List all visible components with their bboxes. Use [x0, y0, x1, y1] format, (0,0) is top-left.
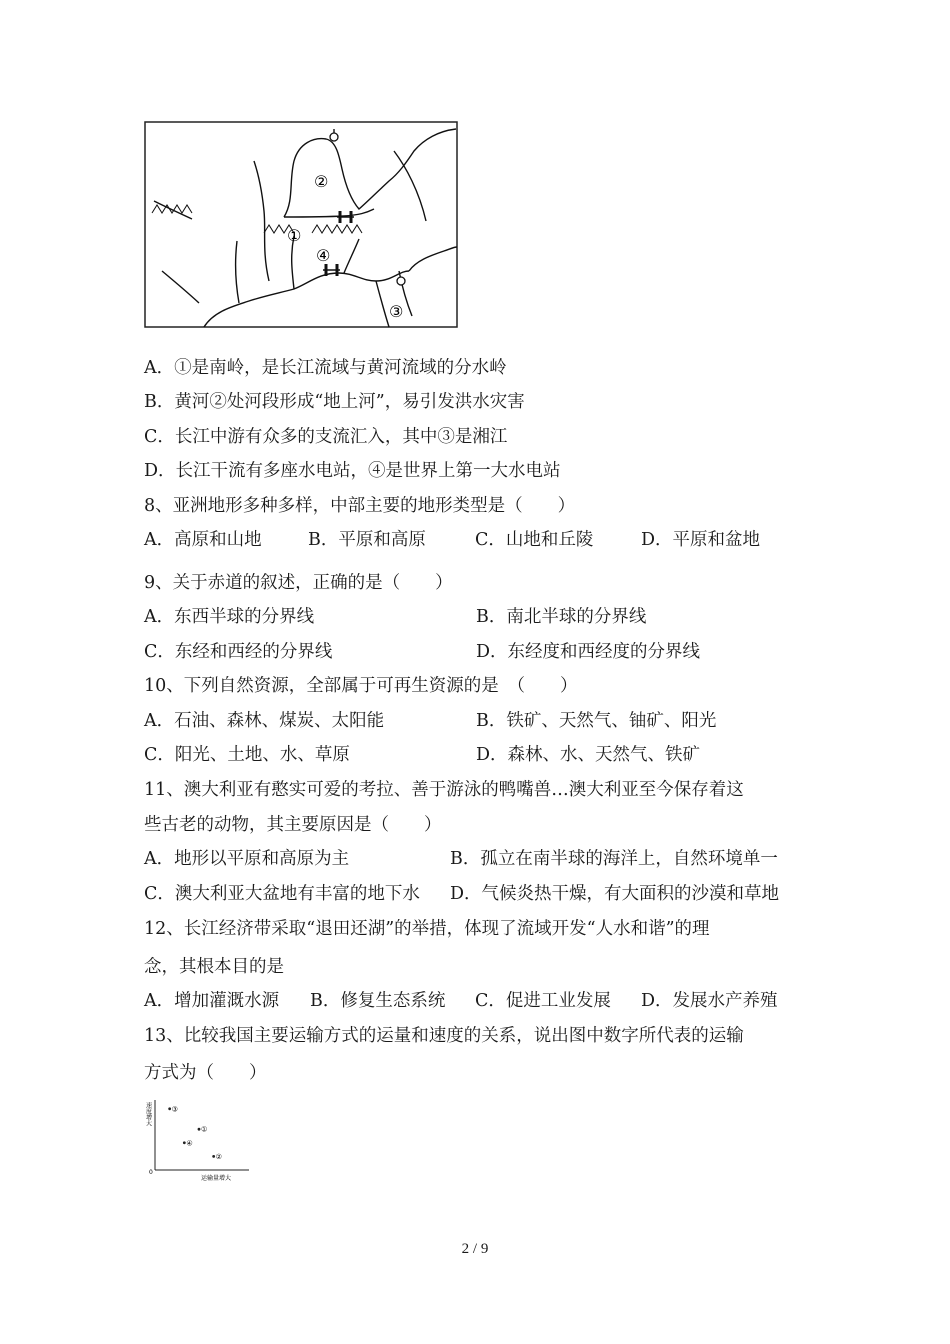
q12-stem-line1: 12、长江经济带采取“退田还湖”的举措，体现了流域开发“人水和谐”的理	[144, 919, 710, 939]
q12-option-a: A．增加灌溉水源	[144, 991, 280, 1011]
q7-option-b: B．黄河②处河段形成“地上河”，易引发洪水灾害	[144, 392, 525, 412]
q10-option-c: C．阳光、土地、水、草原	[144, 745, 350, 765]
q11-option-c: C．澳大利亚大盆地有丰富的地下水	[144, 884, 420, 904]
y-axis-label: 速度增大	[144, 1102, 152, 1126]
q12-option-d: D．发展水产养殖	[641, 991, 778, 1011]
q9-option-a: A．东西半球的分界线	[144, 607, 315, 627]
q8-options	[144, 528, 761, 552]
origin-label: 0	[149, 1169, 153, 1176]
q7-option-a: A．①是南岭，是长江流域与黄河流域的分水岭	[144, 358, 507, 378]
q9-stem: 9、关于赤道的叙述，正确的是（ ）	[144, 573, 453, 593]
q10-option-a: A．石油、森林、煤炭、太阳能	[144, 711, 385, 731]
transport-scatter-chart	[143, 1096, 253, 1184]
q9-option-c: C．东经和西经的分界线	[144, 642, 333, 662]
q11-option-d: D．气候炎热干燥，有大面积的沙漠和草地	[450, 884, 780, 904]
q10-option-b: B．铁矿、天然气、铀矿、阳光	[476, 711, 717, 731]
q13-stem-line2: 方式为（ ）	[144, 1063, 267, 1083]
q11-option-a: A．地形以平原和高原为主	[144, 849, 350, 869]
q8-option-c: C．山地和丘陵	[475, 530, 594, 550]
map-label-2: ②	[314, 172, 329, 191]
map-label-1: ①	[287, 226, 302, 245]
q12-option-c: C．促进工业发展	[475, 991, 611, 1011]
q11-option-b: B．孤立在南半球的海洋上，自然环境单一	[450, 849, 778, 869]
scatter-point-3	[183, 1141, 186, 1144]
q9-option-d: D．东经度和西经度的分界线	[476, 642, 701, 662]
q10-option-d: D．森林、水、天然气、铁矿	[476, 745, 701, 765]
scatter-point-label-4: ②	[215, 1152, 222, 1161]
q8-option-b: B．平原和高原	[308, 530, 426, 550]
scatter-point-1	[168, 1107, 171, 1110]
page-number: 2 / 9	[461, 1241, 489, 1257]
q10-stem: 10、下列自然资源，全部属于可再生资源的是 （ ）	[144, 676, 578, 696]
q11-stem-line2: 些古老的动物，其主要原因是（ ）	[144, 815, 442, 835]
q13-stem-line1: 13、比较我国主要运输方式的运量和速度的关系，说出图中数字所代表的运输	[144, 1026, 744, 1046]
scatter-point-label-2: ①	[201, 1125, 208, 1134]
scatter-point-4	[212, 1155, 215, 1158]
q8-stem: 8、亚洲地形多种多样，中部主要的地形类型是（ ）	[144, 496, 576, 516]
q9-option-b: B．南北半球的分界线	[476, 607, 647, 627]
q12-option-b: B．修复生态系统	[310, 991, 446, 1011]
map-label-3: ③	[389, 302, 404, 321]
scatter-point-label-1: ③	[171, 1105, 178, 1114]
scatter-point-2	[198, 1128, 201, 1131]
q8-option-a: A．高原和山地	[144, 530, 262, 550]
china-rivers-map	[144, 121, 458, 328]
q7-option-d: D．长江干流有多座水电站，④是世界上第一大水电站	[144, 461, 561, 481]
x-axis-label: 运输量增大	[201, 1175, 232, 1182]
lake-icon	[330, 133, 338, 141]
q12-options	[144, 989, 778, 1013]
q7-option-c: C．长江中游有众多的支流汇入，其中③是湘江	[144, 427, 508, 447]
scatter-point-label-3: ④	[186, 1139, 193, 1148]
q12-stem-line2: 念，其根本目的是	[144, 957, 284, 977]
q11-stem-line1: 11、澳大利亚有憨实可爱的考拉、善于游泳的鸭嘴兽…澳大利亚至今保存着这	[144, 780, 744, 800]
q8-option-d: D．平原和盆地	[641, 530, 761, 550]
map-label-4: ④	[316, 246, 331, 265]
